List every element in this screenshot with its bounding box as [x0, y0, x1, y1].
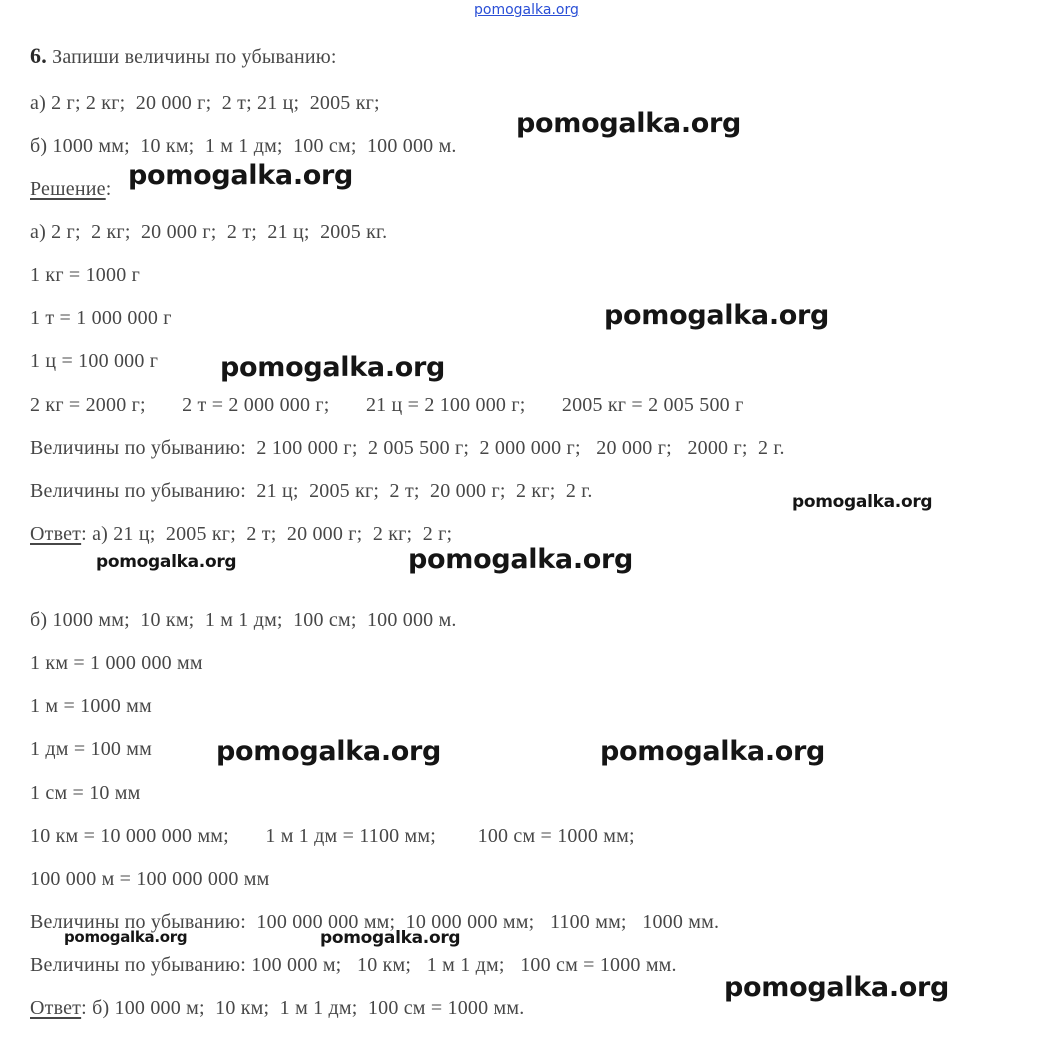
solution-b-line: б) 1000 мм; 10 км; 1 м 1 дм; 100 см; 100 000 м.: [30, 609, 457, 631]
solution-b-line: Величины по убыванию: 100 000 м; 10 км; 1 м 1 дм; 100 см = 1000 мм.: [30, 954, 677, 976]
solution-a-line: 1 кг = 1000 г: [30, 264, 141, 286]
watermark: pomogalka.org: [96, 552, 237, 572]
site-link[interactable]: pomogalka.org: [474, 2, 579, 18]
watermark: pomogalka.org: [604, 300, 830, 331]
task-part-b: б) 1000 мм; 10 км; 1 м 1 дм; 100 см; 100 000 м.: [30, 135, 457, 157]
watermark: pomogalka.org: [220, 352, 446, 383]
task-number: 6.: [30, 43, 47, 68]
answer-label: Ответ: [30, 997, 82, 1019]
solution-b-line: 1 дм = 100 мм: [30, 738, 153, 760]
solution-a-line: а) 2 г; 2 кг; 20 000 г; 2 т; 21 ц; 2005 кг.: [30, 221, 388, 243]
watermark: pomogalka.org: [408, 544, 634, 575]
watermark: pomogalka.org: [792, 492, 933, 512]
watermark: pomogalka.org: [516, 108, 742, 139]
solution-b-line: Величины по убыванию: 100 000 000 мм; 10 000 000 мм; 1100 мм; 1000 мм.: [30, 911, 720, 933]
watermark: pomogalka.org: [128, 160, 354, 191]
solution-heading: Решение:: [30, 178, 112, 200]
solution-a-line: 2 кг = 2000 г; 2 т = 2 000 000 г; 21 ц = 2 100 000 г; 2005 кг = 2 005 500 г: [30, 394, 744, 416]
solution-a-line: 1 т = 1 000 000 г: [30, 307, 172, 329]
answer-label: Ответ: [30, 523, 82, 545]
solution-label: Решение: [30, 178, 106, 200]
solution-a-line: Величины по убыванию: 2 100 000 г; 2 005 500 г; 2 000 000 г; 20 000 г; 2000 г; 2 г.: [30, 437, 785, 459]
solution-b-line: 100 000 м = 100 000 000 мм: [30, 868, 270, 890]
task-title: [30, 44, 337, 69]
answer-a: Ответ: а) 21 ц; 2005 кг; 2 т; 20 000 г; 2 кг; 2 г;: [30, 523, 453, 545]
watermark: pomogalka.org: [64, 928, 188, 946]
watermark: pomogalka.org: [724, 972, 950, 1003]
solution-b-line: 1 м = 1000 мм: [30, 695, 152, 717]
watermark: pomogalka.org: [320, 928, 461, 948]
task-prompt: Запиши величины по убыванию:: [52, 46, 337, 68]
watermark: pomogalka.org: [600, 736, 826, 767]
watermark: pomogalka.org: [216, 736, 442, 767]
task-part-a: а) 2 г; 2 кг; 20 000 г; 2 т; 21 ц; 2005 кг;: [30, 92, 380, 114]
solution-b-line: 1 км = 1 000 000 мм: [30, 652, 203, 674]
solution-a-line: 1 ц = 100 000 г: [30, 350, 159, 372]
solution-b-line: 10 км = 10 000 000 мм; 1 м 1 дм = 1100 мм; 100 см = 1000 мм;: [30, 825, 635, 847]
solution-a-line: Величины по убыванию: 21 ц; 2005 кг; 2 т; 20 000 г; 2 кг; 2 г.: [30, 480, 593, 502]
solution-b-line: 1 см = 10 мм: [30, 782, 141, 804]
answer-b: Ответ: б) 100 000 м; 10 км; 1 м 1 дм; 100 см = 1000 мм.: [30, 997, 525, 1019]
